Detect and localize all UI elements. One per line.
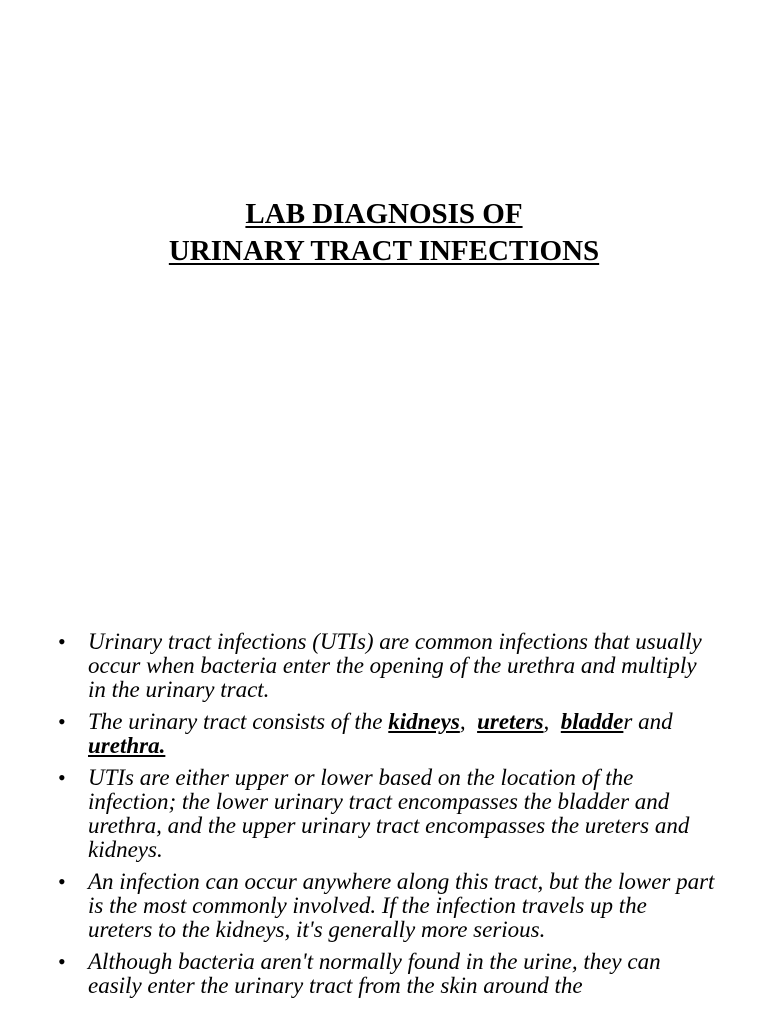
term-kidneys: kidneys [388, 709, 460, 734]
bullet-item [0, 766, 768, 862]
bullet-dot-icon: • [58, 709, 66, 734]
bullet-text: Urinary tract infections (UTIs) are common infections that usually occur when bacteria enter the opening of the urethra and multiply in the urinary tract. [88, 629, 702, 702]
bullet-list [0, 630, 768, 1006]
bullet-text: UTIs are either upper or lower based on the location of the infection; the lower urinary tract encompasses the bladder and urethra, and the upper urinary tract encompasses the ureters and kidneys. [88, 765, 690, 862]
bullet-item [0, 870, 768, 942]
slide-title [0, 196, 768, 270]
bullet-item [0, 710, 768, 758]
bullet-text: The urinary tract consists of the [88, 709, 389, 734]
bullet-item [0, 950, 768, 998]
title-line-2: URINARY TRACT INFECTIONS [168, 235, 600, 267]
bullet-dot-icon: • [58, 765, 66, 790]
bullet-dot-icon: • [58, 629, 66, 654]
bullet-text: An infection can occur anywhere along this tract, but the lower part is the most commonly involved. If the infection travels up the ureters to the kidneys, it's generally more serious. [88, 869, 715, 942]
term-urethra: urethra. [88, 733, 166, 758]
term-bladder: bladde [560, 709, 624, 734]
title-line-1: LAB DIAGNOSIS OF [245, 198, 523, 230]
separator: , [543, 709, 561, 734]
bullet-item [0, 630, 768, 702]
separator: , [459, 709, 478, 734]
bullet-dot-icon: • [58, 869, 66, 894]
bullet-text: r and [623, 709, 673, 734]
bullet-dot-icon: • [58, 949, 66, 974]
term-ureters: ureters [477, 709, 544, 734]
bullet-text: Although bacteria aren't normally found in the urine, they can easily enter the urinary tract from the skin around the [88, 949, 661, 998]
